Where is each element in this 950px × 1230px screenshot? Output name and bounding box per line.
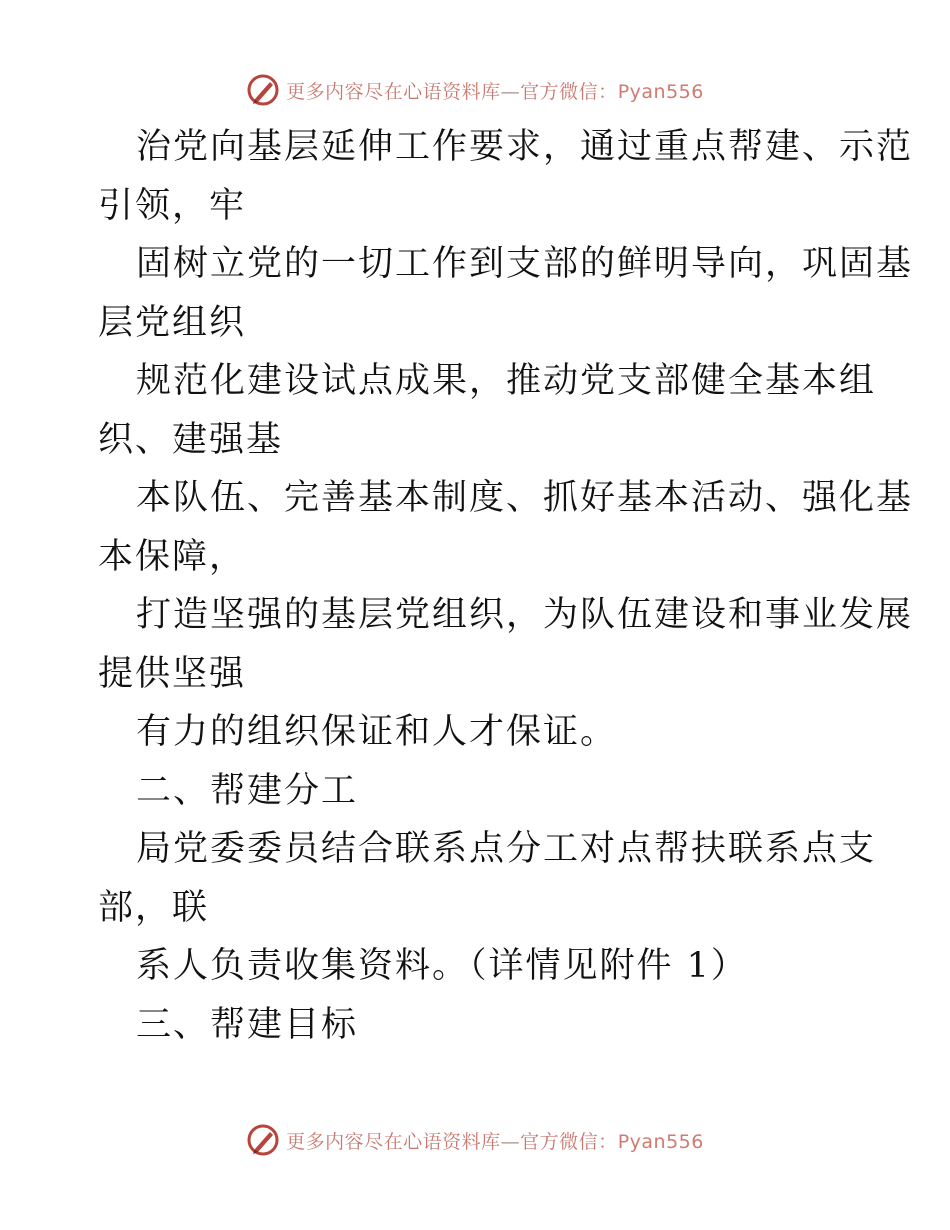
text-line: 本保障，	[98, 536, 247, 577]
section-heading: 二、帮建分工	[136, 770, 359, 811]
text-line: 规范化建设试点成果，推动党支部健全基本组	[136, 361, 877, 401]
text-line: 局党委委员结合联系点分工对点帮扶联系点支	[136, 829, 877, 869]
text-line: 系人负责收集资料。（详情见附件 1）	[136, 946, 748, 986]
pen-logo-icon	[246, 1123, 280, 1157]
text-line: 部，联	[98, 887, 210, 928]
text-line: 引领，牢	[98, 185, 247, 226]
header-watermark	[0, 70, 950, 110]
text-line: 提供坚强	[98, 653, 247, 694]
watermark-text: 更多内容尽在心语资料库—官方微信：Pyan556	[286, 80, 704, 103]
text-line: 织、建强基	[98, 419, 284, 460]
section-heading: 三、帮建目标	[136, 1004, 359, 1045]
text-line: 治党向基层延伸工作要求，通过重点帮建、示范	[136, 127, 914, 167]
footer-watermark	[0, 1120, 950, 1160]
text-line: 固树立党的一切工作到支部的鲜明导向，巩固基	[136, 244, 914, 284]
watermark-text: 更多内容尽在心语资料库—官方微信：Pyan556	[286, 1130, 704, 1153]
text-line: 有力的组织保证和人才保证。	[136, 712, 618, 752]
text-line: 本队伍、完善基本制度、抓好基本活动、强化基	[136, 478, 914, 518]
text-line: 打造坚强的基层党组织，为队伍建设和事业发展	[136, 595, 914, 635]
document-body	[98, 118, 914, 1054]
text-line: 层党组织	[98, 302, 247, 343]
pen-logo-icon	[246, 73, 280, 107]
